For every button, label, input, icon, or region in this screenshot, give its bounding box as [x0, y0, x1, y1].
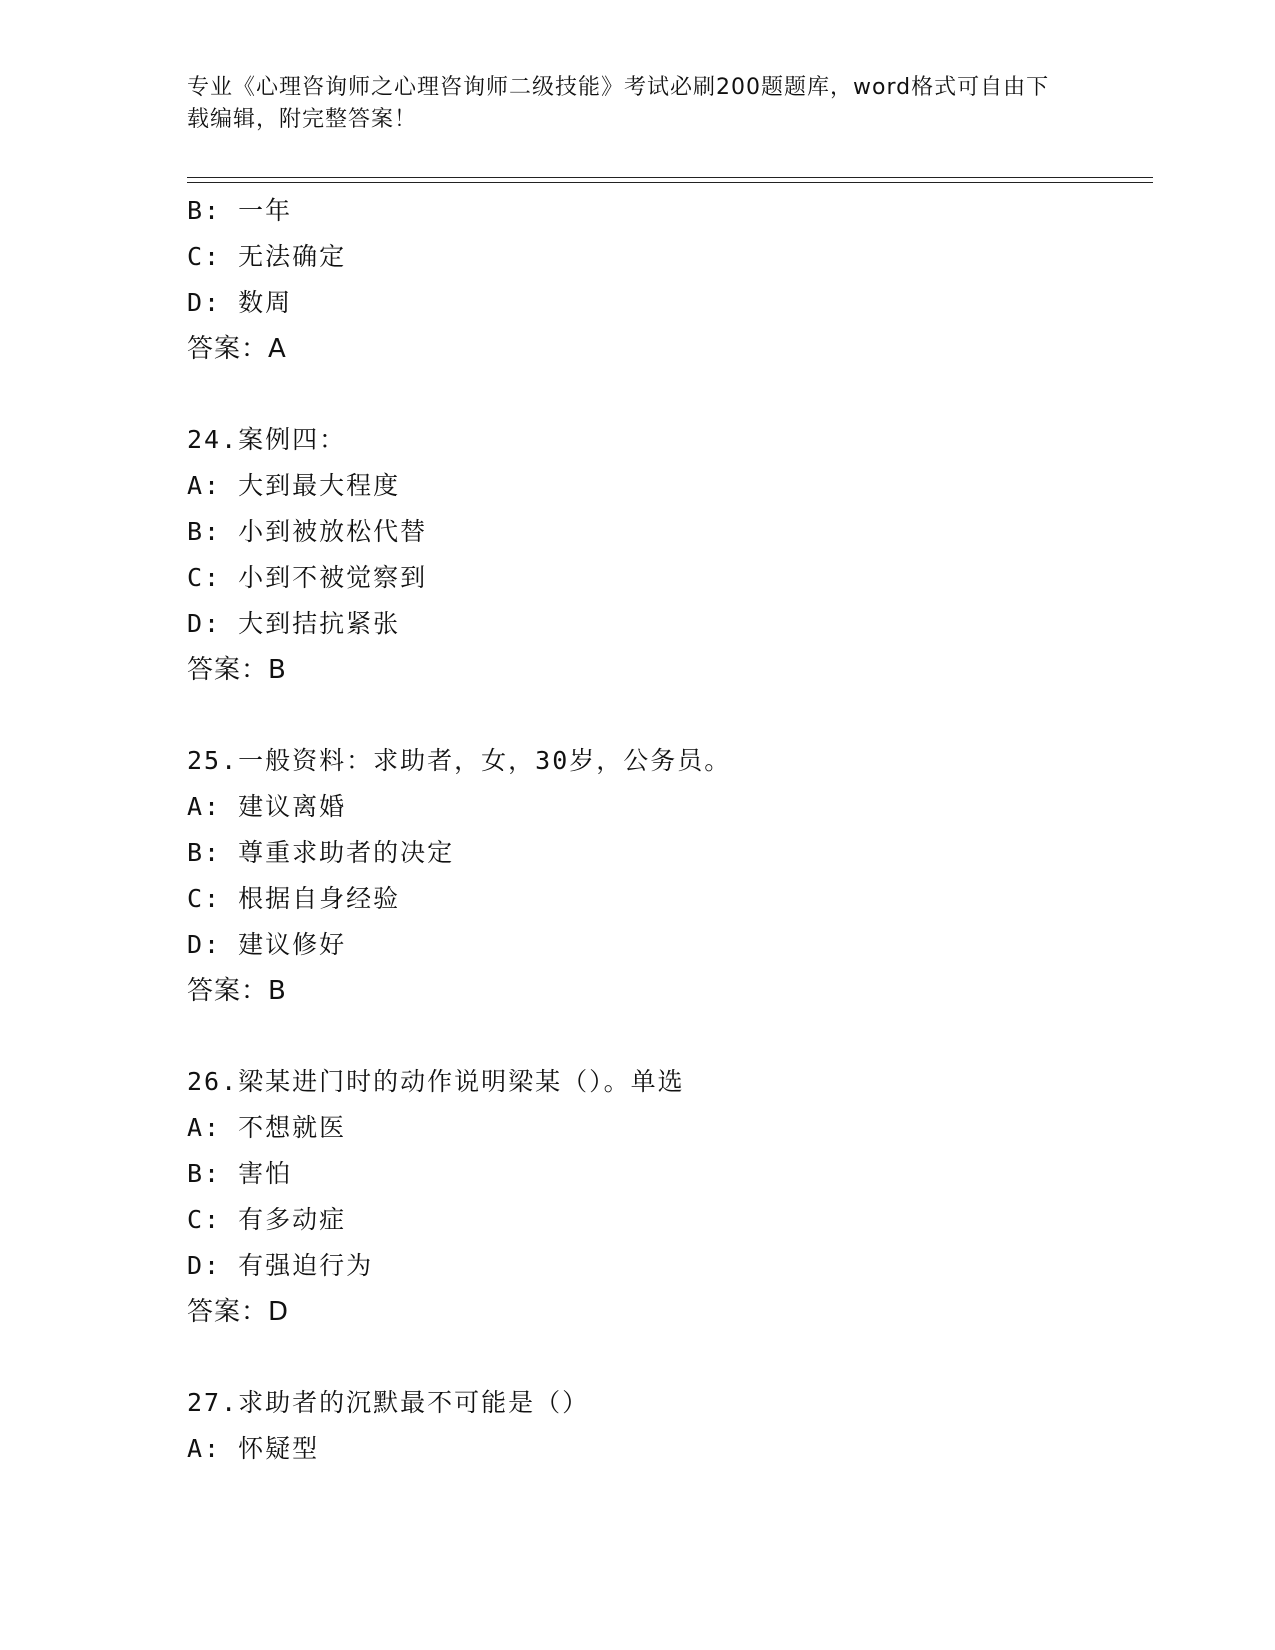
question-25 [187, 738, 1147, 1014]
question-stem: 25.一般资料：求助者，女，30岁，公务员。 [187, 746, 732, 775]
question-27 [187, 1380, 1147, 1472]
option-d: D: 有强迫行为 [187, 1251, 374, 1280]
option-c: C: 有多动症 [187, 1205, 347, 1234]
question-fragment [187, 188, 1147, 372]
question-stem: 26.梁某进门时的动作说明梁某（）。单选 [187, 1067, 685, 1096]
option-d: D: 数周 [187, 288, 293, 317]
option-b: B: 尊重求助者的决定 [187, 838, 455, 867]
option-a: A: 大到最大程度 [187, 471, 401, 500]
option-a: A: 建议离婚 [187, 792, 347, 821]
option-d: D: 建议修好 [187, 930, 347, 959]
question-stem: 24.案例四： [187, 425, 347, 454]
header-rule-bottom [187, 182, 1153, 183]
question-24 [187, 417, 1147, 693]
answer: 答案：B [187, 976, 287, 1006]
option-d: D: 大到拮抗紧张 [187, 609, 401, 638]
option-c: C: 根据自身经验 [187, 884, 401, 913]
option-c: C: 无法确定 [187, 242, 347, 271]
answer: 答案：D [187, 1297, 290, 1327]
option-b: B: 小到被放松代替 [187, 517, 428, 546]
question-26 [187, 1059, 1147, 1335]
answer: 答案：A [187, 334, 287, 364]
question-list [187, 188, 1147, 1472]
option-a: A: 不想就医 [187, 1113, 347, 1142]
option-a: A: 怀疑型 [187, 1434, 320, 1463]
option-b: B: 一年 [187, 196, 293, 225]
document-header: 专业《心理咨询师之心理咨询师二级技能》考试必刷200题题库，word格式可自由下载编辑，附完整答案！ [187, 75, 1050, 132]
question-stem: 27.求助者的沉默最不可能是（） [187, 1388, 590, 1417]
option-b: B: 害怕 [187, 1159, 293, 1188]
option-c: C: 小到不被觉察到 [187, 563, 428, 592]
header-rule-top [187, 177, 1153, 178]
answer: 答案：B [187, 655, 287, 685]
